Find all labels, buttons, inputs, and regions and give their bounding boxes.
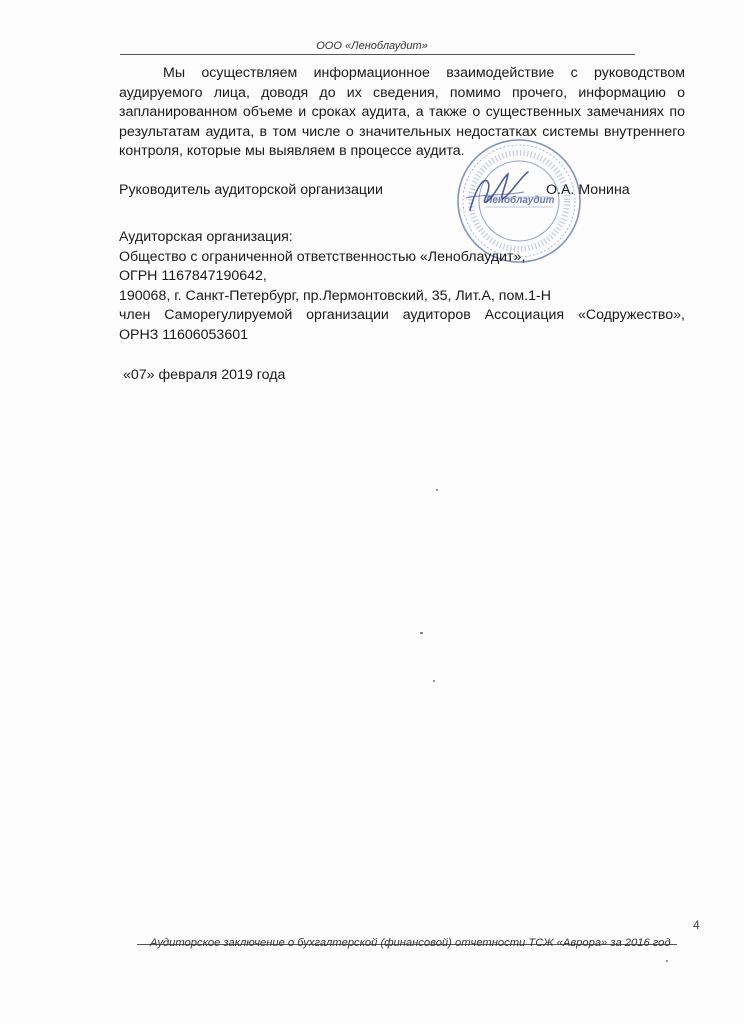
signatory-title: Руководитель аудиторской организации xyxy=(119,182,383,198)
page-header: ООО «Леноблаудит» xyxy=(316,40,428,52)
organization-details xyxy=(119,228,685,345)
scan-speck xyxy=(433,680,435,682)
organization-label: Аудиторская организация: xyxy=(119,229,293,245)
scan-speck xyxy=(666,960,668,962)
organization-name: Общество с ограниченной ответственностью «Леноблаудит», xyxy=(119,248,526,265)
organization-membership: член Саморегулируемой организации аудиторов Ассоциация «Содружество», xyxy=(119,307,685,323)
stamp-center-text: Леноблаудит xyxy=(485,195,555,206)
body-paragraph: Мы осуществляем информационное взаимодействие с руководством аудируемого лица, доводя до их сведения, помимо прочего, информацию о запланированном объеме и сроках аудита, а также о существенных замечаниях по результатам аудита, в том числе о значительных недостатках системы внутреннего контроля, которые мы выявляем в процессе аудита. xyxy=(119,65,685,159)
organization-address: 190068, г. Санкт-Петербург, пр.Лермонтовский, 35, Лит.А, пом.1-Н xyxy=(119,287,551,304)
signature-line xyxy=(119,181,685,201)
scan-speck xyxy=(420,632,423,634)
organization-ornz: ОРНЗ 11606053601 xyxy=(119,326,248,343)
page-number: 4 xyxy=(693,918,700,932)
document-date: «07» февраля 2019 года xyxy=(123,367,286,383)
header-divider xyxy=(120,54,635,55)
signatory-name: О.А. Монина xyxy=(546,182,630,198)
scan-speck xyxy=(436,489,438,491)
organization-ogrn: ОГРН 1167847190642, xyxy=(119,268,267,284)
page-footer: Аудиторское заключение о бухгалтерской (финансовой) отчетности ТСЖ «Аврора» за 2016 год xyxy=(150,937,671,949)
